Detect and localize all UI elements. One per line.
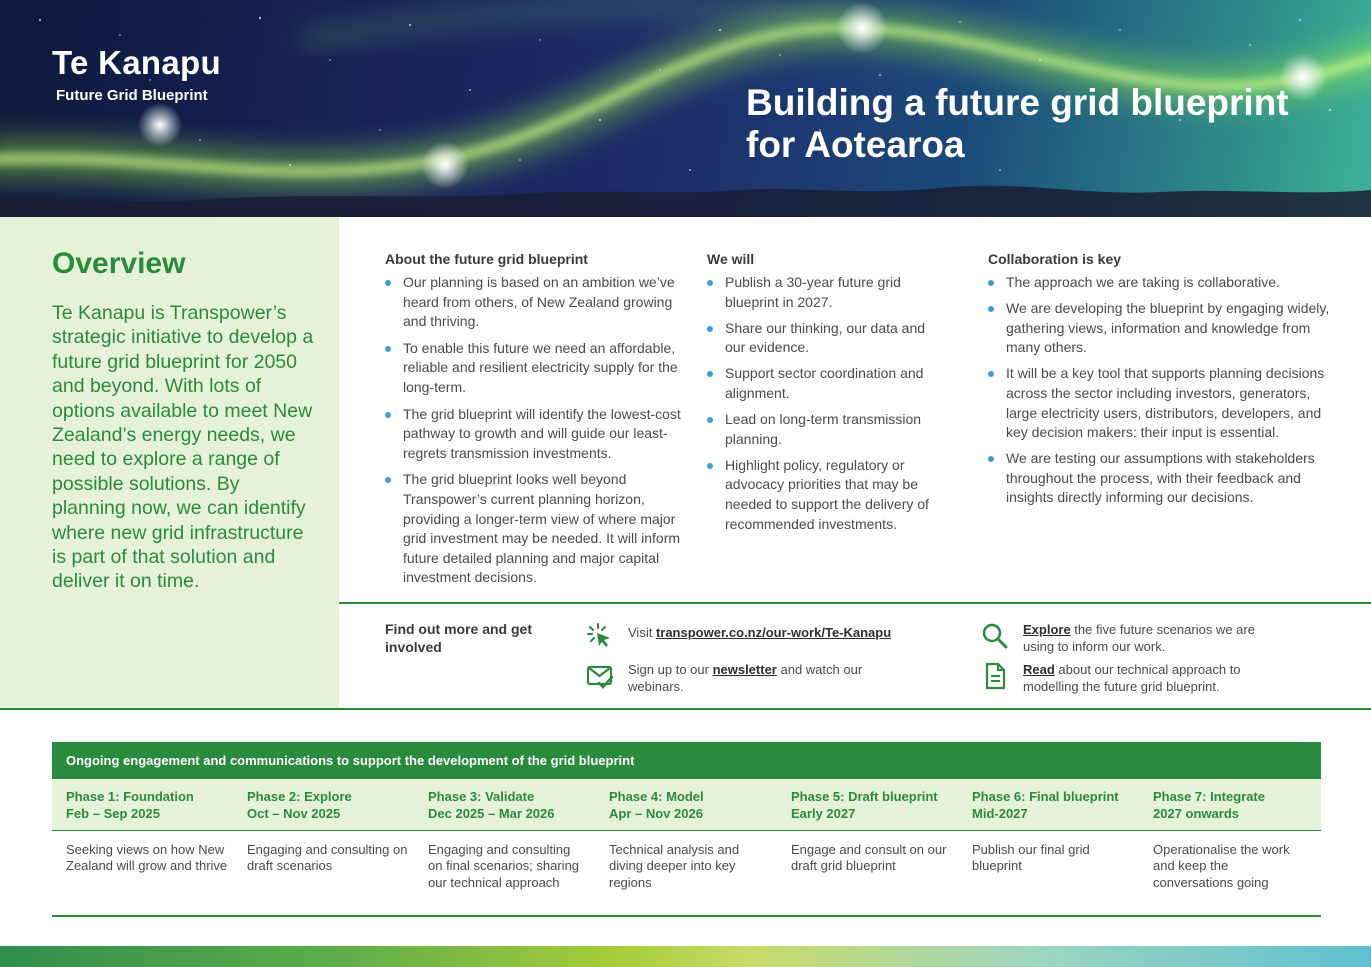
bullet-icon	[385, 477, 391, 483]
overview-body: Te Kanapu is Transpower’s strategic initiative to develop a future grid blueprint for 2050 and beyond. With lots of options available to meet New Zealand’s energy needs, we need to explore a range of possible solutions. By planning now, we can identify where new grid infrastructure is part of that solution and deliver it on time.	[52, 302, 314, 593]
overview-heading: Overview	[52, 247, 186, 280]
column-heading: About the future grid blueprint	[385, 251, 588, 267]
explore-link[interactable]: Explore	[1023, 622, 1071, 637]
section-divider	[0, 708, 1371, 710]
phase-name: Phase 4: Model	[609, 789, 704, 804]
bullet-list	[385, 273, 685, 588]
phase-name: Phase 2: Explore	[247, 789, 352, 804]
footer-gradient-bar	[0, 946, 1371, 967]
column-collaboration	[988, 251, 1333, 515]
bullet-icon	[707, 417, 713, 423]
phase-date: Dec 2025 – Mar 2026	[428, 805, 555, 821]
document-icon	[981, 662, 1009, 690]
phase-name: Phase 1: Foundation	[66, 789, 194, 804]
phase-name: Phase 7: Integrate	[1153, 789, 1265, 804]
bullet-icon	[385, 346, 391, 352]
phase-header	[777, 779, 957, 822]
phase-date: 2027 onwards	[1153, 805, 1239, 821]
section-divider	[339, 602, 1371, 604]
phase-name: Phase 6: Final blueprint	[972, 789, 1119, 804]
list-item: It will be a key tool that supports planning decisions across the sector including investors, generators, large electricity users, distributors, developers, and key decision makers: their input is essential.	[988, 364, 1333, 442]
phase-description: Engaging and consulting on draft scenarios	[247, 842, 408, 874]
bullet-icon	[988, 306, 994, 312]
list-item: Support sector coordination and alignment.	[707, 364, 947, 403]
hero-banner	[0, 0, 1371, 217]
cursor-click-icon	[586, 622, 614, 650]
phase-header	[595, 779, 775, 822]
bullet-icon	[707, 326, 713, 332]
list-item: The approach we are taking is collaborative.	[988, 273, 1333, 293]
phase-name: Phase 3: Validate	[428, 789, 535, 804]
list-item: The grid blueprint looks well beyond Transpower’s current planning horizon, providing a longer-term view of where major grid investment may be needed. It will inform future detailed planning and major capital investment decisions.	[385, 470, 685, 588]
newsletter-link[interactable]: newsletter	[712, 662, 777, 677]
bullet-icon	[707, 371, 713, 377]
phase-date: Early 2027	[791, 805, 856, 821]
phase-header-row	[52, 779, 1321, 831]
find-out-more-heading: Find out more and get involved	[385, 621, 532, 655]
phase-name: Phase 5: Draft blueprint	[791, 789, 938, 804]
phase-date: Feb – Sep 2025	[66, 805, 160, 821]
column-we-will	[707, 251, 947, 541]
section-divider	[52, 915, 1321, 917]
phase-header	[52, 779, 232, 822]
list-item: Publish a 30-year future grid blueprint in 2027.	[707, 273, 947, 312]
visit-website-row: Visit transpower.co.nz/our-work/Te-Kanapu	[586, 622, 891, 650]
phase-description: Seeking views on how New Zealand will grow and thrive	[66, 842, 228, 874]
bullet-icon	[385, 412, 391, 418]
column-heading: We will	[707, 251, 755, 267]
list-item: We are testing our assumptions with stakeholders throughout the process, with their feedback and insights directly informing our decisions.	[988, 449, 1333, 508]
magnifier-icon	[981, 622, 1009, 650]
bullet-icon	[988, 371, 994, 377]
read-link[interactable]: Read	[1023, 662, 1055, 677]
list-item: We are developing the blueprint by engaging widely, gathering views, information and knowledge from many others.	[988, 299, 1333, 358]
bullet-icon	[988, 280, 994, 286]
phase-header	[233, 779, 413, 822]
bullet-icon	[707, 280, 713, 286]
brand-subtitle: Future Grid Blueprint	[56, 87, 208, 104]
list-item: Lead on long-term transmission planning.	[707, 410, 947, 449]
list-item: Highlight policy, regulatory or advocacy priorities that may be needed to support the delivery of recommended investments.	[707, 456, 947, 534]
phase-header	[414, 779, 594, 822]
bullet-icon	[988, 456, 994, 462]
bullet-icon	[707, 463, 713, 469]
overview-panel	[0, 217, 339, 709]
list-item: Our planning is based on an ambition we’ve heard from others, of New Zealand growing and thriving.	[385, 273, 685, 332]
page-headline: Building a future grid blueprint for Aotearoa	[746, 82, 1289, 165]
read-row: Read about our technical approach to modelling the future grid blueprint.	[981, 662, 1283, 695]
phase-description: Technical analysis and diving deeper into key regions	[609, 842, 740, 890]
list-item: To enable this future we need an affordable, reliable and resilient electricity supply for the long-term.	[385, 339, 685, 398]
phase-date: Apr – Nov 2026	[609, 805, 703, 821]
phase-date: Mid-2027	[972, 805, 1028, 821]
website-link[interactable]: transpower.co.nz/our-work/Te-Kanapu	[655, 625, 892, 640]
bullet-icon	[385, 280, 391, 286]
phase-header	[958, 779, 1138, 822]
phase-description: Engaging and consulting on final scenarios; sharing our technical approach	[428, 842, 580, 890]
bullet-list	[988, 273, 1333, 508]
phase-description: Operationalise the work and keep the conversations going	[1153, 842, 1290, 890]
bullet-list	[707, 273, 947, 534]
phase-banner: Ongoing engagement and communications to support the development of the grid blueprint	[52, 742, 1321, 779]
explore-row: Explore the five future scenarios we are using to inform our work.	[981, 622, 1263, 655]
phase-date: Oct – Nov 2025	[247, 805, 341, 821]
phase-description: Publish our final grid blueprint	[972, 842, 1090, 874]
newsletter-row: Sign up to our newsletter and watch our webinars.	[586, 662, 868, 695]
list-item: The grid blueprint will identify the lowest-cost pathway to growth and will guide our least-regrets transmission investments.	[385, 405, 685, 464]
column-about	[385, 251, 685, 595]
brand-title: Te Kanapu	[52, 44, 221, 81]
column-heading: Collaboration is key	[988, 251, 1122, 267]
mail-check-icon	[586, 662, 614, 690]
phase-header	[1139, 779, 1319, 822]
list-item: Share our thinking, our data and our evidence.	[707, 319, 947, 358]
phase-description: Engage and consult on our draft grid blueprint	[791, 842, 947, 874]
